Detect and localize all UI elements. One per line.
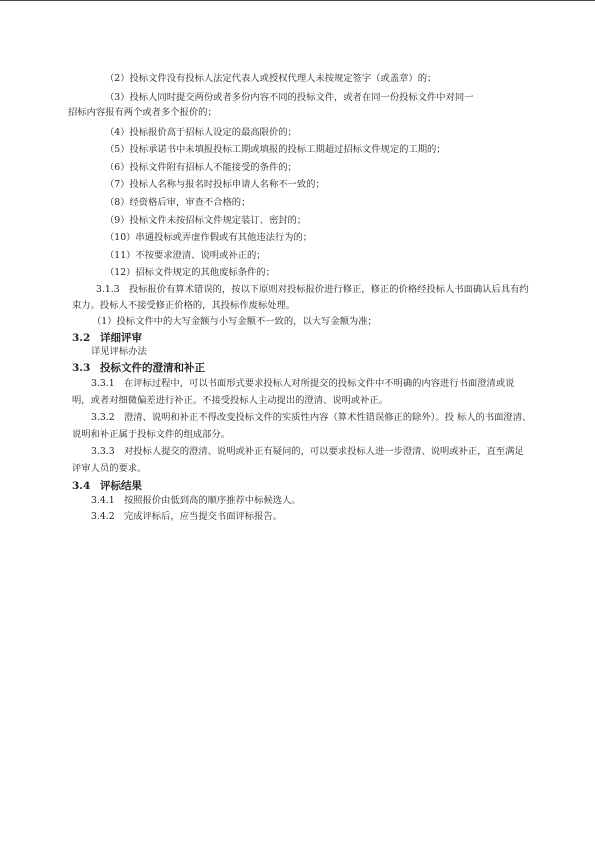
paragraph-3-1-3-1: （1）投标文件中的大写金额与小写金额不一致的，以大写金额为准； (92, 315, 377, 327)
list-item: （10）串通投标或弄虚作假或有其他违法行为的； (105, 232, 313, 244)
section-heading-3-3 (72, 362, 532, 375)
list-item: （7）投标人名称与报名时投标申请人名称不一致的； (105, 179, 325, 191)
section-title: 投标文件的澄清和补正 (100, 361, 205, 374)
paragraph-3-4-2: 3.4.2 完成评标后，应当提交书面评标报告。 (91, 510, 282, 522)
list-item: （5）投标承诺书中未填报投标工期或填报的投标工期超过招标文件规定的工期的； (105, 144, 446, 156)
list-item: （12）招标文件规定的其他废标条件的； (105, 267, 275, 279)
list-item: （3）投标人同时提交两份或者多份内容不同的投标文件，或者在同一份投标文件中对同一 (105, 91, 474, 103)
section-body: 详见评标办法 (91, 345, 147, 357)
list-item-continuation: 招标内容报有两个或者多个报价的； (68, 106, 217, 118)
list-item: （8）经资格后审，审查不合格的； (105, 196, 251, 208)
list-item: （9）投标文件未按招标文件规定装订、密封的； (105, 214, 307, 226)
section-heading-3-2 (72, 332, 532, 345)
top-border (0, 0, 595, 1)
list-item: （4）投标报价高于招标人设定的最高限价的； (105, 126, 297, 138)
section-title: 详细评审 (100, 331, 142, 344)
section-number: 3.4 (72, 479, 91, 492)
paragraph-3-1-3: 3.1.3 投标报价有算术错误的，按以下原则对投标报价进行修正，修正的价格经投标人书面确认后具有约束力。投标人不接受修正价格的，其投标作废标处理。 (72, 283, 529, 311)
section-number: 3.3 (72, 361, 91, 374)
section-number: 3.2 (72, 331, 91, 344)
paragraph-3-3-1: 3.3.1 在评标过程中，可以书面形式要求投标人对所提交的投标文件中不明确的内容进行书面澄清或说明，或者对细微偏差进行补正。不接受投标人主动提出的澄清、说明或补正。 (72, 377, 515, 406)
list-item: （6）投标文件附有招标人不能接受的条件的； (105, 161, 297, 173)
paragraph-3-3-3: 3.3.3 对投标人提交的澄清、说明或补正有疑问的，可以要求投标人进一步澄清、说明或补正，直至满足评审人员的要求。 (72, 445, 524, 474)
list-item: （2）投标文件没有投标人法定代表人或授权代理人未按规定签字（或盖章）的； (105, 73, 437, 84)
list-item: （11）不按要求澄清、说明或补正的； (105, 249, 266, 261)
section-title: 评标结果 (100, 479, 142, 492)
paragraph-3-3-2: 3.3.2 澄清、说明和补正不得改变投标文件的实质性内容（算术性错误修正的除外）。投 标人的书面澄清、说明和补正属于投标文件的组成部分。 (72, 411, 532, 440)
section-heading-3-4 (72, 480, 532, 493)
document-body (68, 70, 532, 525)
paragraph-3-4-1: 3.4.1 按照报价由低到高的顺序推荐中标候选人。 (91, 494, 301, 506)
